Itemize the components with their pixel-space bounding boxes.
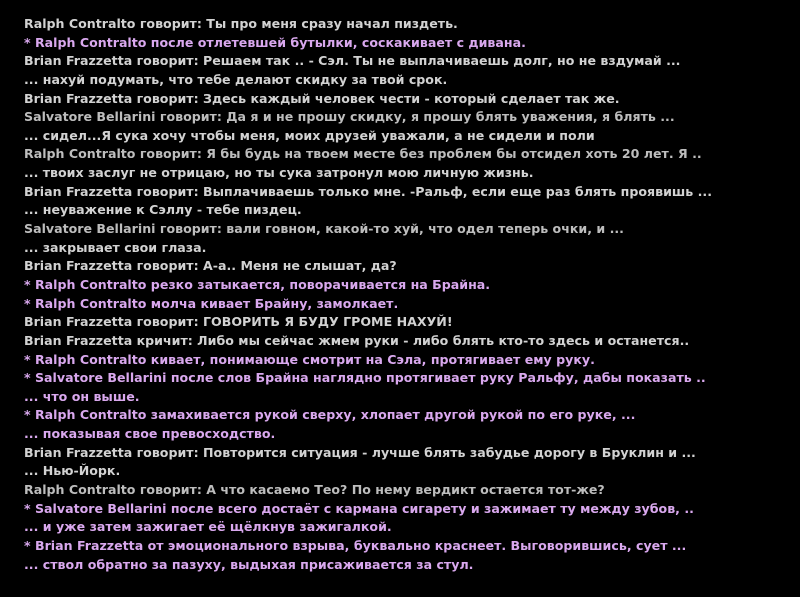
chat-line: Brian Frazzetta говорит: Решаем так .. - Сэл. Ты не выплачиваешь долг, но не вздумай ...	[24, 53, 681, 69]
chat-line: ... и уже затем зажигает её щёлкнув зажигалкой.	[24, 519, 392, 535]
chat-line: ... неуважение к Сэллу - тебе пиздец.	[24, 202, 302, 218]
chat-line: * Ralph Contralto кивает, понимающе смотрит на Сэла, протягивает ему руку.	[24, 351, 595, 367]
chat-line: * Ralph Contralto после отлетевшей бутылки, соскакивает с дивана.	[24, 34, 526, 50]
chat-line: Brian Frazzetta говорит: Здесь каждый человек чести - который сделает так же.	[24, 90, 620, 106]
chat-line: Ralph Contralto говорит: Ты про меня сразу начал пиздеть.	[24, 16, 458, 31]
chat-line: Salvatore Bellarini говорит: Да я и не прошу скидку, я прошу блять уважения, я блять ...	[24, 109, 675, 125]
chat-line: * Ralph Contralto замахивается рукой сверху, хлопает другой рукой по его руке, ...	[24, 407, 636, 423]
chat-line: Brian Frazzetta говорит: ГОВОРИТЬ Я БУДУ ГРОМЕ НАХУЙ!	[24, 314, 453, 330]
chat-log	[24, 15, 796, 574]
chat-line: Salvatore Bellarini говорит: вали говном, какой-то хуй, что одел теперь очки, и ...	[24, 221, 624, 237]
chat-line: ... сидел...Я сука хочу чтобы меня, моих друзей уважали, а не сидели и поли	[24, 127, 595, 143]
chat-line: Ralph Contralto говорит: А что касаемо Тео? По нему вердикт остается тот-же?	[24, 482, 605, 498]
chat-line: ... твоих заслуг не отрицаю, но ты сука затронул мою личную жизнь.	[24, 165, 534, 181]
chat-line: ... Нью-Йорк.	[24, 463, 121, 479]
chat-line: ... нахуй подумать, что тебе делают скидку за твой срок.	[24, 71, 448, 87]
chat-line: Brian Frazzetta кричит: Либо мы сейчас жмем руки - либо блять кто-то здесь и останется..	[24, 332, 690, 348]
chat-line: * Salvatore Bellarini после слов Брайна наглядно протягивает руку Ральфу, дабы показать ..	[24, 370, 706, 386]
chat-line: Brian Frazzetta говорит: Выплачиваешь только мне. -Ральф, если еще раз блять проявишь ...	[24, 183, 712, 199]
chat-line: ... закрывает свои глаза.	[24, 239, 207, 255]
chat-line: * Ralph Contralto молча кивает Брайну, замолкает.	[24, 295, 399, 311]
chat-line: ... показывая свое превосходство.	[24, 426, 276, 442]
chat-line: * Ralph Contralto резко затыкается, поворачивается на Брайна.	[24, 276, 491, 292]
chat-line: Ralph Contralto говорит: Я бы будь на твоем месте без проблем бы отсидел хоть 20 лет. Я ..	[24, 146, 702, 162]
chat-line: ... что он выше.	[24, 388, 140, 404]
chat-line: Brian Frazzetta говорит: Повторится ситуация - лучше блять забудье дорогу в Бруклин и ...	[24, 444, 696, 460]
chat-line: * Salvatore Bellarini после всего достаёт с кармана сигарету и зажимает ту между зубов, ..	[24, 500, 694, 516]
chat-line: Brian Frazzetta говорит: А-а.. Меня не слышат, да?	[24, 258, 397, 274]
chat-line: ... ствол обратно за пазуху, выдыхая присаживается за стул.	[24, 556, 474, 572]
chat-line: * Brian Frazzetta от эмоционального взрыва, буквально краснеет. Выговорившись, сует ...	[24, 537, 687, 553]
